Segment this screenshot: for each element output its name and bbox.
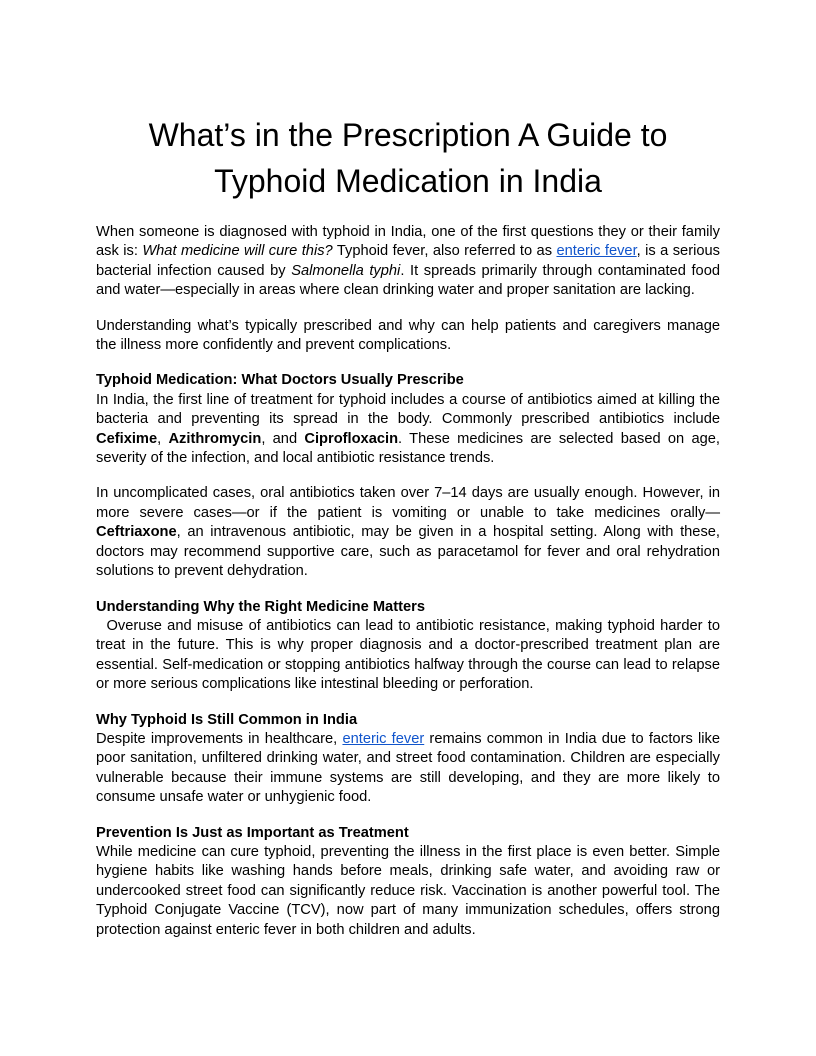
still-common-text-2: remains common in India due to factors like poor sanitation, unfiltered drinking water, and street food contamination. Children are especially vulnerable because their immune systems are still developing, and they are more likely to consume unsafe water or unhygienic food. <box>96 730 720 806</box>
section-heading-prescribe: Typhoid Medication: What Doctors Usually Prescribe <box>96 372 464 389</box>
prevention-paragraph: While medicine can cure typhoid, preventing the illness in the first place is even better. Simple hygiene habits like washing hands before meals, drinking safe water, and avoiding raw or undercooked street food can significantly reduce risk. Vaccination is another powerful tool. The Typhoid Conjugate Vaccine (TCV), now part of many immunization schedules, offers strong protection against enteric fever in both children and adults. <box>96 843 720 938</box>
severe-text-1: In uncomplicated cases, oral antibiotics taken over 7–14 days are usually enough. However, in more severe cases—or if the patient is vomiting or unable to take medicines orally— <box>96 485 720 521</box>
intro-text-4: . It spreads primarily through contaminated food and water—especially in areas where clean drinking water and proper sanitation are lacking. <box>96 262 720 299</box>
enteric-fever-link[interactable]: enteric fever <box>556 243 637 260</box>
intro-text-1: When someone is diagnosed with typhoid in India, one of the first questions they or their family ask is: <box>96 224 720 260</box>
document-page <box>96 112 725 940</box>
intro-paragraph <box>96 223 720 301</box>
understanding-paragraph: Understanding what’s typically prescribed and why can help patients and caregivers manage the illness more confidently and prevent complications. <box>96 317 720 354</box>
right-medicine-paragraph: Overuse and misuse of antibiotics can lead to antibiotic resistance, making typhoid harder to treat in the future. This is why proper diagnosis and a doctor-prescribed treatment plan are essential. Self-medication or stopping antibiotics halfway through the course can lead to relapse or more serious complications like intestinal bleeding or perforation. <box>96 617 725 693</box>
still-common-text-1: Despite improvements in healthcare, <box>96 730 343 747</box>
drug-cefixime: Cefixime <box>96 430 158 447</box>
bacteria-name: Salmonella typhi <box>291 262 401 279</box>
prescribe-text-1: In India, the first line of treatment for typhoid includes a course of antibiotics aimed at killing the bacteria and preventing its spread in the body. Commonly prescribed antibiotics include <box>96 391 720 428</box>
section-heading-still-common: Why Typhoid Is Still Common in India <box>96 711 358 728</box>
document-title: What’s in the Prescription A Guide to Typhoid Medication in India <box>148 117 668 199</box>
section-heading-prevention: Prevention Is Just as Important as Treatment <box>96 824 409 841</box>
intro-text-2: Typhoid fever, also referred to as <box>332 243 557 260</box>
section-heading-right-medicine: Understanding Why the Right Medicine Matters <box>96 598 425 615</box>
prescribe-text-4: . These medicines are selected based on age, severity of the infection, and local antibiotic resistance trends. <box>96 430 721 467</box>
intro-text-3: , is a serious bacterial infection caused by <box>96 243 720 279</box>
prescribe-text-2: , <box>157 430 169 447</box>
prescribe-text-3: , and <box>261 430 305 447</box>
severe-text-2: , an intravenous antibiotic, may be given in a hospital setting. Along with these, doctors may recommend supportive care, such as paracetamol for fever and oral rehydration solutions to prevent dehydration. <box>96 524 720 580</box>
prescribe-paragraph <box>96 391 720 469</box>
enteric-fever-link-2[interactable]: enteric fever <box>342 730 425 747</box>
drug-ceftriaxone: Ceftriaxone <box>96 524 177 541</box>
still-common-paragraph <box>96 730 720 808</box>
severe-cases-paragraph <box>96 484 720 581</box>
drug-ciprofloxacin: Ciprofloxacin <box>304 430 399 447</box>
intro-question: What medicine will cure this? <box>142 243 333 260</box>
drug-azithromycin: Azithromycin <box>168 430 262 447</box>
